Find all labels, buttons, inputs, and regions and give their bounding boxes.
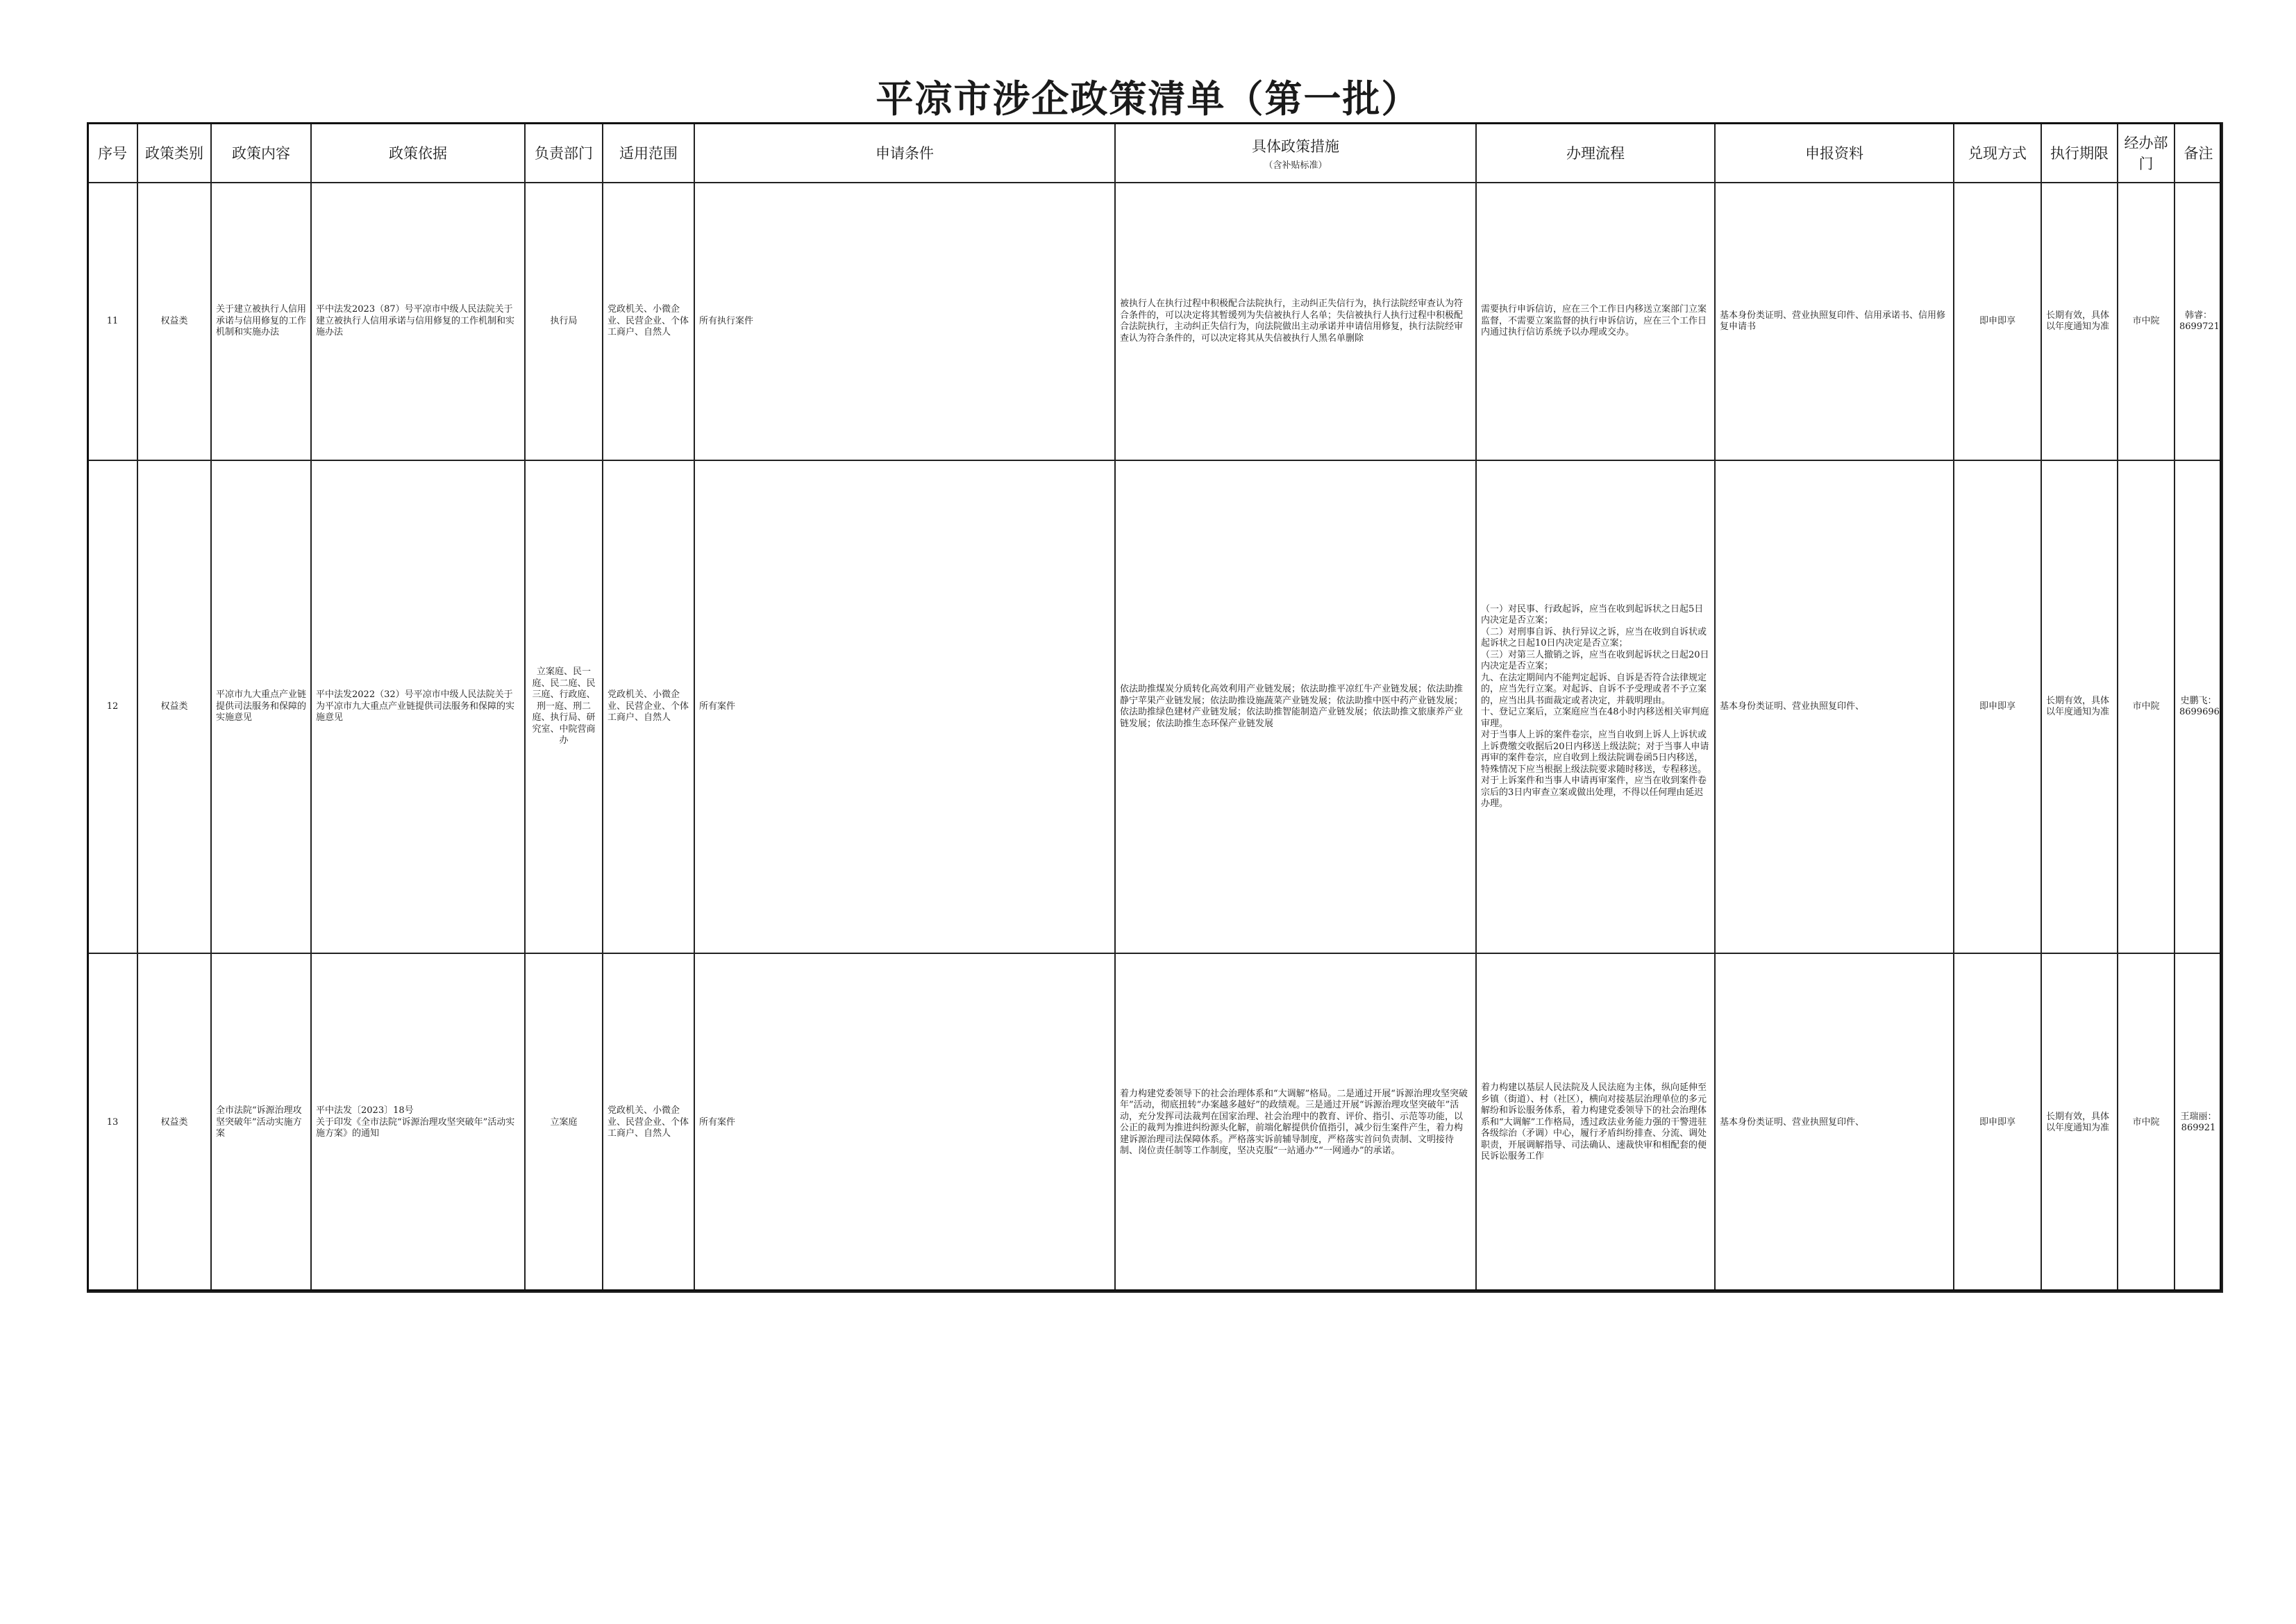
cell-method: 即申即享	[1954, 183, 2041, 460]
cell-remark: 韩睿：8699721	[2175, 183, 2222, 460]
col-header-office: 经办部门	[2118, 123, 2175, 183]
cell-category: 权益类	[137, 183, 211, 460]
cell-measures: 被执行人在执行过程中积极配合法院执行，主动纠正失信行为，执行法院经审查认为符合条件的，可以决定将其暂缓列为失信被执行人名单；失信被执行人执行过程中积极配合法院执行，主动纠正失信行为，向法院做出主动承诺并申请信用修复，执行法院经审查认为符合条件的，可以决定将其从失信被执行人黑名单删除	[1115, 183, 1476, 460]
cell-process: 着力构建以基层人民法院及人民法庭为主体，纵向延伸至乡镇（街道）、村（社区），横向对接基层治理单位的多元解纷和诉讼服务体系，着力构建党委领导下的社会治理体系和“大调解”工作格局，透过政法业务能力强的干警进驻各级综治（矛调）中心，履行矛盾纠纷排查、分流、调处职责，开展调解指导、司法确认、速裁快审和相配套的便民诉讼服务工作	[1476, 953, 1715, 1292]
cell-category: 权益类	[137, 953, 211, 1292]
cell-conditions: 所有案件	[694, 460, 1115, 953]
cell-conditions: 所有案件	[694, 953, 1115, 1292]
cell-period: 长期有效，具体以年度通知为准	[2041, 183, 2118, 460]
cell-measures: 依法助推煤炭分质转化高效利用产业链发展；依法助推平凉红牛产业链发展；依法助推静宁苹果产业链发展；依法助推设施蔬菜产业链发展；依法助推中医中药产业链发展；依法助推绿色建材产业链发展；依法助推智能制造产业链发展；依法助推文旅康养产业链发展；依法助推生态环保产业链发展	[1115, 460, 1476, 953]
cell-content: 关于建立被执行人信用承诺与信用修复的工作机制和实施办法	[211, 183, 311, 460]
table-row	[87, 183, 2222, 460]
col-header-remark: 备注	[2175, 123, 2222, 183]
cell-seq: 11	[87, 183, 137, 460]
col-header-process: 办理流程	[1476, 123, 1715, 183]
col-header-dept: 负责部门	[525, 123, 603, 183]
col-header-basis: 政策依据	[311, 123, 525, 183]
col-header-category: 政策类别	[137, 123, 211, 183]
cell-scope: 党政机关、小微企业、民营企业、个体工商户、自然人	[603, 953, 694, 1292]
cell-content: 全市法院“诉源治理攻坚突破年”活动实施方案	[211, 953, 311, 1292]
cell-dept: 立案庭	[525, 953, 603, 1292]
cell-period: 长期有效，具体以年度通知为准	[2041, 460, 2118, 953]
col-header-method: 兑现方式	[1954, 123, 2041, 183]
cell-method: 即申即享	[1954, 460, 2041, 953]
cell-seq: 12	[87, 460, 137, 953]
cell-period: 长期有效，具体以年度通知为准	[2041, 953, 2118, 1292]
cell-process: （一）对民事、行政起诉，应当在收到起诉状之日起5日内决定是否立案； （二）对刑事自诉、执行异议之诉，应当在收到自诉状或起诉状之日起10日内决定是否立案； （三）对第三人撤销之诉，应当在收到起诉状之日起20日内决定是否立案； 九、在法定期间内不能判定起诉、自诉是否符合法律规定的，应当先行立案。对起诉、自诉不予受理或者不予立案的，应当出具书面裁定或者决定，并载明理由。 十、登记立案后，立案庭应当在48小时内移送相关审判庭审理。 对于当事人上诉的案件卷宗，应当自收到上诉人上诉状或上诉费缴交收据后20日内移送上级法院；对于当事人申请再审的案件卷宗，应自收到上级法院调卷函5日内移送，特殊情况下应当根据上级法院要求随时移送，专程移送。对于上诉案件和当事人申请再审案件，应当在收到案件卷宗后的3日内审查立案或做出处理，不得以任何理由延迟办理。	[1476, 460, 1715, 953]
policy-table	[87, 122, 2223, 1293]
col-header-content: 政策内容	[211, 123, 311, 183]
cell-dept: 立案庭、民一庭、民二庭、民三庭、行政庭、刑一庭、刑二庭、执行局、研究室、中院营商办	[525, 460, 603, 953]
cell-materials: 基本身份类证明、营业执照复印件、	[1715, 953, 1954, 1292]
cell-office: 市中院	[2118, 953, 2175, 1292]
cell-materials: 基本身份类证明、营业执照复印件、信用承诺书、信用修复申请书	[1715, 183, 1954, 460]
cell-method: 即申即享	[1954, 953, 2041, 1292]
cell-content: 平凉市九大重点产业链提供司法服务和保障的实施意见	[211, 460, 311, 953]
page-title: 平凉市涉企政策清单（第一批）	[875, 76, 1421, 121]
cell-seq: 13	[87, 953, 137, 1292]
col-header-scope: 适用范围	[603, 123, 694, 183]
col-header-measures-sub: （含补贴标准）	[1264, 160, 1327, 171]
cell-office: 市中院	[2118, 183, 2175, 460]
cell-scope: 党政机关、小微企业、民营企业、个体工商户、自然人	[603, 183, 694, 460]
cell-basis: 平中法发〔2023〕18号 关于印发《全市法院“诉源治理攻坚突破年”活动实施方案》的通知	[311, 953, 525, 1292]
col-header-period: 执行期限	[2041, 123, 2118, 183]
cell-measures: 着力构建党委领导下的社会治理体系和“大调解”格局。二是通过开展“诉源治理攻坚突破年”活动，彻底扭转“办案越多越好”的政绩观。三是通过开展“诉源治理攻坚突破年”活动，充分发挥司法裁判在国家治理、社会治理中的教育、评价、指引、示范等功能，以公正的裁判为推进纠纷源头化解，前端化解提供价值指引，减少衍生案件产生，着力构建诉源治理司法保障体系。严格落实诉前辅导制度，严格落实首问负责制、文明接待制、岗位责任制等工作制度，坚决克服“一站通办”“一网通办”的承诺。	[1115, 953, 1476, 1292]
table-row	[87, 460, 2222, 953]
col-header-seq: 序号	[87, 123, 137, 183]
cell-remark: 王瑞丽：869921	[2175, 953, 2222, 1292]
cell-basis: 平中法发2023（87）号平凉市中级人民法院关于建立被执行人信用承诺与信用修复的工作机制和实施办法	[311, 183, 525, 460]
table-row	[87, 953, 2222, 1292]
col-header-measures	[1115, 123, 1476, 183]
col-header-measures-label: 具体政策措施	[1252, 137, 1339, 155]
cell-scope: 党政机关、小微企业、民营企业、个体工商户、自然人	[603, 460, 694, 953]
cell-remark: 史鹏飞：8699696	[2175, 460, 2222, 953]
cell-process: 需要执行申诉信访，应在三个工作日内移送立案部门立案监督，不需要立案监督的执行申诉信访，应在三个工作日内通过执行信访系统予以办理或交办。	[1476, 183, 1715, 460]
cell-category: 权益类	[137, 460, 211, 953]
cell-office: 市中院	[2118, 460, 2175, 953]
cell-materials: 基本身份类证明、营业执照复印件、	[1715, 460, 1954, 953]
cell-dept: 执行局	[525, 183, 603, 460]
cell-basis: 平中法发2022（32）号平凉市中级人民法院关于为平凉市九大重点产业链提供司法服务和保障的实施意见	[311, 460, 525, 953]
table-header-row	[87, 123, 2222, 183]
col-header-materials: 申报资料	[1715, 123, 1954, 183]
cell-conditions: 所有执行案件	[694, 183, 1115, 460]
col-header-conditions: 申请条件	[694, 123, 1115, 183]
